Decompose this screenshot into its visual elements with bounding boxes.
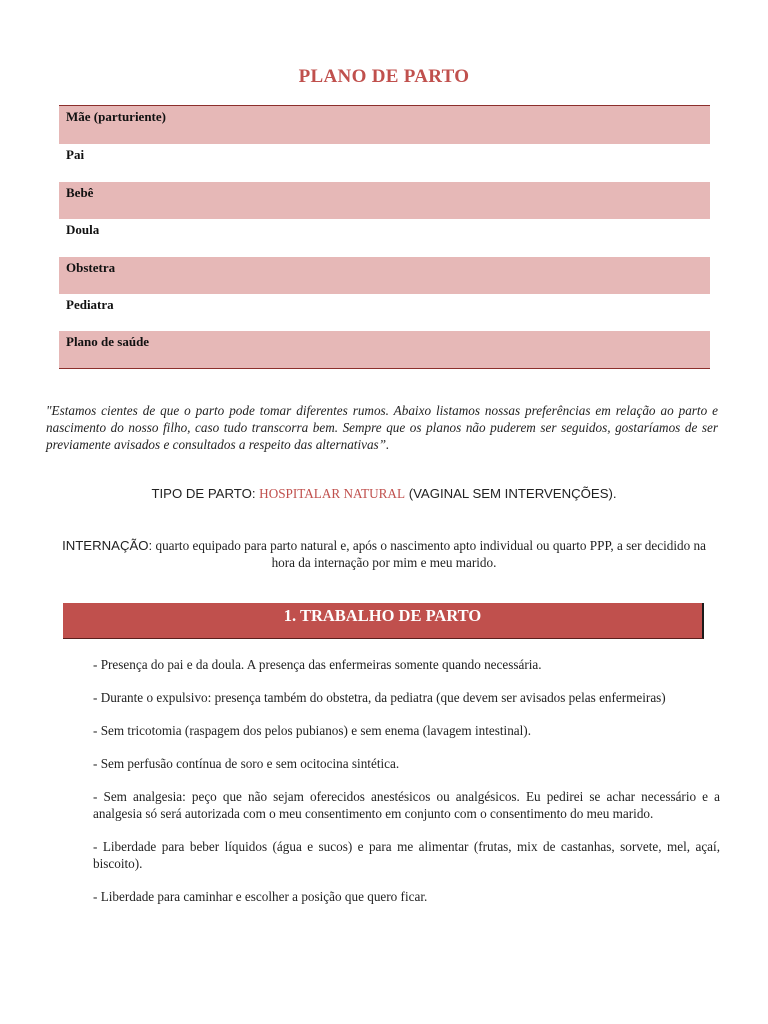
section-1-list <box>93 656 720 921</box>
section-1-header <box>63 603 704 639</box>
list-item: - Liberdade para beber líquidos (água e sucos) e para me alimentar (frutas, mix de castanhas, sorvete, mel, açaí, biscoito). <box>93 839 720 871</box>
internacao-text: quarto equipado para parto natural e, após o nascimento apto individual ou quarto PPP, a ser decidido na hora da internação por mim e meu marido. <box>155 538 706 570</box>
tipo-parto-detail: (VAGINAL SEM INTERVENÇÕES). <box>408 486 617 501</box>
list-item: - Presença do pai e da doula. A presença das enfermeiras somente quando necessária. <box>93 657 542 672</box>
intro-quote: "Estamos cientes de que o parto pode tomar diferentes rumos. Abaixo listamos nossas preferências em relação ao parto e nascimento do nosso filho, caso tudo transcorra bem. Sempre que os planos não puderem ser seguidos, gostaríamos de ser previamente avisados e consultados a respeito das alternativas”. <box>46 403 718 452</box>
info-row-pai: Pai <box>66 147 85 162</box>
info-row-obstetra: Obstetra <box>59 257 710 294</box>
tipo-parto-value: HOSPITALAR NATURAL <box>259 486 406 501</box>
info-row-plano-saude: Plano de saúde <box>59 331 710 368</box>
list-item: - Liberdade para caminhar e escolher a posição que quero ficar. <box>93 889 428 904</box>
info-row-bebe: Bebê <box>59 182 710 219</box>
info-table <box>59 105 710 369</box>
tipo-parto-line <box>0 486 768 502</box>
list-item: - Sem perfusão contínua de soro e sem ocitocina sintética. <box>93 756 400 771</box>
info-row-pediatra: Pediatra <box>66 297 114 312</box>
list-item: - Sem tricotomia (raspagem dos pelos pubianos) e sem enema (lavagem intestinal). <box>93 723 531 738</box>
info-row-doula: Doula <box>66 222 100 237</box>
list-item: - Durante o expulsivo: presença também do obstetra, da pediatra (que devem ser avisados pelas enfermeiras) <box>93 690 666 705</box>
info-row-mae: Mãe (parturiente) <box>59 106 710 144</box>
tipo-parto-label: TIPO DE PARTO: <box>151 486 256 501</box>
internacao-label: INTERNAÇÃO: <box>62 538 153 553</box>
document-title: PLANO DE PARTO <box>298 66 470 87</box>
internacao-block <box>50 537 718 571</box>
section-1-title: 1. TRABALHO DE PARTO <box>283 606 482 625</box>
list-item: - Sem analgesia: peço que não sejam oferecidos anestésicos ou analgésicos. Eu pedirei se achar necessário e a analgesia só será autorizada com o meu consentimento em conjunto com o consentimento do meu marido. <box>93 789 720 821</box>
